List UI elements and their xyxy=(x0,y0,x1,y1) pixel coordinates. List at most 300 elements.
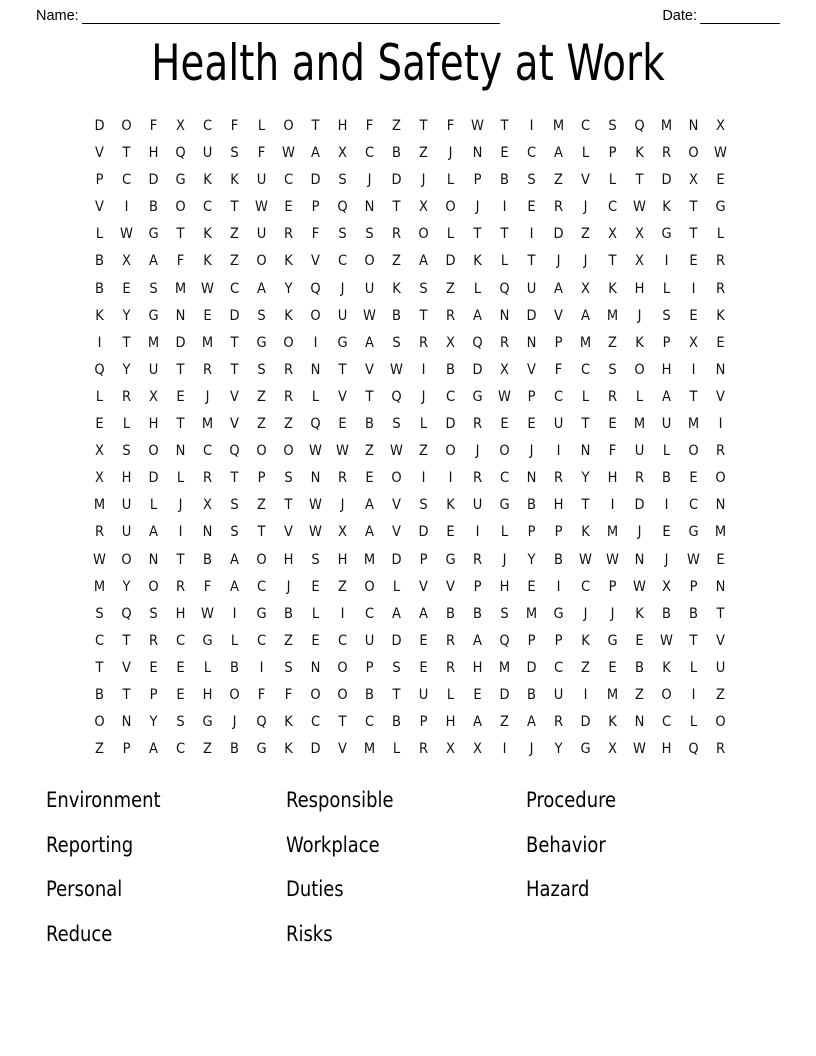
grid-cell: B xyxy=(662,605,671,622)
word-search-grid xyxy=(86,113,734,763)
grid-cell: W xyxy=(93,551,106,568)
grid-cell: R xyxy=(715,280,726,297)
name-field xyxy=(36,8,500,24)
grid-cell: E xyxy=(527,578,536,595)
grid-cell: E xyxy=(284,199,293,216)
grid-cell: P xyxy=(473,172,482,189)
grid-cell: G xyxy=(202,632,213,649)
grid-cell: B xyxy=(635,659,644,676)
grid-cell: H xyxy=(472,659,483,676)
grid-cell: I xyxy=(691,361,696,378)
grid-cell: W xyxy=(687,551,700,568)
grid-cell: J xyxy=(583,199,588,216)
grid-cell: Z xyxy=(284,416,293,433)
grid-cell: I xyxy=(556,578,561,595)
grid-cell: Y xyxy=(149,714,158,731)
grid-cell: F xyxy=(257,686,266,703)
grid-cell: U xyxy=(202,145,213,162)
grid-cell: Y xyxy=(581,470,590,487)
grid-cell: D xyxy=(391,632,402,649)
grid-cell: M xyxy=(498,659,511,676)
grid-cell: H xyxy=(499,578,510,595)
grid-cell: E xyxy=(689,253,698,270)
grid-cell: N xyxy=(526,470,537,487)
grid-cell: P xyxy=(149,686,158,703)
grid-cell: T xyxy=(230,361,239,378)
grid-cell: O xyxy=(364,253,375,270)
grid-cell: P xyxy=(527,632,536,649)
grid-cell: Z xyxy=(581,226,590,243)
grid-cell: K xyxy=(284,714,293,731)
grid-cell: L xyxy=(392,578,401,595)
grid-cell: B xyxy=(500,172,509,189)
grid-cell: L xyxy=(95,388,104,405)
grid-cell: B xyxy=(230,659,239,676)
name-label: Name: xyxy=(36,8,79,24)
grid-cell: N xyxy=(175,307,186,324)
grid-cell: M xyxy=(606,686,619,703)
grid-cell: D xyxy=(94,118,105,134)
grid-cell: N xyxy=(634,551,645,568)
grid-cell: S xyxy=(392,659,401,676)
grid-cell: A xyxy=(554,145,563,162)
grid-cell: V xyxy=(527,361,536,378)
grid-cell: A xyxy=(365,524,374,541)
grid-cell: N xyxy=(634,714,645,731)
grid-cell: R xyxy=(445,659,456,676)
grid-cell: A xyxy=(473,632,482,649)
grid-cell: B xyxy=(392,714,401,731)
grid-cell: V xyxy=(338,741,347,758)
grid-cell: T xyxy=(122,686,131,703)
grid-cell: W xyxy=(336,443,349,460)
grid-cell: L xyxy=(257,118,266,134)
grid-cell: F xyxy=(554,361,563,378)
grid-cell: E xyxy=(176,388,185,405)
grid-cell: W xyxy=(633,741,646,758)
grid-cell: G xyxy=(337,334,348,351)
grid-cell: Z xyxy=(608,334,617,351)
grid-cell: C xyxy=(445,388,456,405)
grid-cell: R xyxy=(283,226,294,243)
grid-cell: W xyxy=(660,632,673,649)
grid-cell: G xyxy=(202,714,213,731)
grid-cell: P xyxy=(554,524,563,541)
grid-cell: F xyxy=(176,253,185,270)
grid-cell: T xyxy=(176,551,185,568)
grid-cell: J xyxy=(421,172,426,189)
grid-cell: B xyxy=(662,470,671,487)
word-list-item: Reduce xyxy=(46,921,113,946)
grid-cell: N xyxy=(715,578,726,595)
grid-cell: I xyxy=(421,361,426,378)
grid-cell: S xyxy=(257,361,266,378)
word-list-item: Reporting xyxy=(46,832,134,857)
grid-cell: I xyxy=(718,416,723,433)
grid-cell: T xyxy=(257,524,266,541)
grid-cell: E xyxy=(716,334,725,351)
grid-cell: I xyxy=(664,497,669,514)
grid-cell: D xyxy=(310,741,321,758)
grid-cell: B xyxy=(554,551,563,568)
grid-cell: N xyxy=(202,524,213,541)
grid-cell: C xyxy=(553,388,564,405)
grid-cell: E xyxy=(500,416,509,433)
grid-cell: M xyxy=(147,334,160,351)
grid-cell: E xyxy=(419,632,428,649)
grid-cell: F xyxy=(230,118,239,134)
grid-cell: Q xyxy=(121,605,132,622)
grid-cell: O xyxy=(283,118,294,134)
grid-cell: U xyxy=(337,307,348,324)
grid-cell: W xyxy=(363,307,376,324)
grid-cell: X xyxy=(149,388,158,405)
grid-cell: G xyxy=(715,199,726,216)
grid-cell: J xyxy=(340,280,345,297)
grid-cell: A xyxy=(419,605,428,622)
grid-cell: Z xyxy=(365,443,374,460)
grid-cell: C xyxy=(202,443,213,460)
grid-cell: J xyxy=(529,741,534,758)
grid-cell: A xyxy=(554,280,563,297)
grid-cell: R xyxy=(472,551,483,568)
grid-cell: A xyxy=(230,551,239,568)
grid-cell: U xyxy=(148,361,159,378)
grid-cell: J xyxy=(610,605,615,622)
grid-cell: V xyxy=(365,361,374,378)
grid-cell: L xyxy=(419,416,428,433)
grid-cell: D xyxy=(175,334,186,351)
grid-cell: X xyxy=(500,361,509,378)
grid-cell: S xyxy=(365,226,374,243)
grid-cell: I xyxy=(502,199,507,216)
grid-cell: S xyxy=(122,443,131,460)
grid-cell: L xyxy=(311,388,320,405)
grid-cell: P xyxy=(689,578,698,595)
grid-cell: A xyxy=(662,388,671,405)
grid-cell: I xyxy=(583,686,588,703)
grid-cell: X xyxy=(635,226,644,243)
word-list-item: Environment xyxy=(46,788,161,812)
grid-cell: K xyxy=(635,334,644,351)
grid-cell: F xyxy=(311,226,320,243)
grid-cell: A xyxy=(473,307,482,324)
grid-cell: G xyxy=(688,524,699,541)
grid-cell: J xyxy=(637,307,642,324)
grid-cell: T xyxy=(419,307,428,324)
grid-cell: E xyxy=(311,632,320,649)
grid-cell: I xyxy=(124,199,129,216)
grid-cell: G xyxy=(256,605,267,622)
grid-cell: C xyxy=(202,118,213,134)
word-list-item: Duties xyxy=(286,877,344,901)
grid-cell: K xyxy=(230,172,239,189)
grid-cell: W xyxy=(633,199,646,216)
grid-cell: Z xyxy=(392,118,401,134)
grid-cell: N xyxy=(364,199,375,216)
grid-cell: B xyxy=(149,199,158,216)
grid-cell: I xyxy=(691,686,696,703)
grid-cell: B xyxy=(689,605,698,622)
grid-cell: C xyxy=(256,578,267,595)
grid-cell: H xyxy=(634,280,645,297)
grid-cell: C xyxy=(337,632,348,649)
grid-cell: D xyxy=(391,172,402,189)
grid-cell: E xyxy=(689,470,698,487)
grid-cell: R xyxy=(391,226,402,243)
grid-cell: W xyxy=(201,280,214,297)
grid-cell: T xyxy=(230,334,239,351)
grid-cell: E xyxy=(608,659,617,676)
grid-cell: L xyxy=(500,253,509,270)
grid-cell: D xyxy=(472,361,483,378)
grid-cell: C xyxy=(283,172,294,189)
grid-cell: J xyxy=(556,253,561,270)
grid-cell: T xyxy=(581,497,590,514)
worksheet-header xyxy=(0,0,816,24)
grid-cell: V xyxy=(554,307,563,324)
grid-cell: T xyxy=(176,226,185,243)
grid-cell: N xyxy=(715,497,726,514)
grid-cell: D xyxy=(148,172,159,189)
grid-cell: O xyxy=(94,714,105,731)
grid-cell: E xyxy=(527,199,536,216)
grid-cell: C xyxy=(337,253,348,270)
grid-cell: T xyxy=(527,253,536,270)
grid-cell: R xyxy=(175,578,186,595)
grid-cell: Z xyxy=(500,714,509,731)
grid-cell: Q xyxy=(634,118,645,134)
grid-cell: C xyxy=(175,632,186,649)
grid-cell: O xyxy=(256,443,267,460)
grid-cell: A xyxy=(365,497,374,514)
grid-cell: N xyxy=(175,443,186,460)
grid-cell: E xyxy=(419,659,428,676)
grid-cell: X xyxy=(689,172,698,189)
grid-cell: T xyxy=(338,361,347,378)
grid-cell: M xyxy=(606,307,619,324)
grid-cell: O xyxy=(445,199,456,216)
grid-cell: C xyxy=(364,145,375,162)
grid-cell: H xyxy=(175,605,186,622)
grid-cell: E xyxy=(689,307,698,324)
grid-cell: I xyxy=(340,605,345,622)
date-field xyxy=(662,8,780,24)
grid-cell: S xyxy=(149,280,158,297)
grid-cell: S xyxy=(338,172,347,189)
grid-cell: E xyxy=(662,524,671,541)
grid-cell: L xyxy=(473,280,482,297)
grid-cell: H xyxy=(337,551,348,568)
grid-cell: O xyxy=(499,443,510,460)
grid-cell: M xyxy=(201,416,214,433)
grid-cell: L xyxy=(446,686,455,703)
grid-cell: Y xyxy=(122,307,131,324)
grid-cell: M xyxy=(579,334,592,351)
grid-cell: K xyxy=(203,226,212,243)
grid-cell: K xyxy=(95,307,104,324)
grid-cell: B xyxy=(527,497,536,514)
grid-cell: D xyxy=(580,714,591,731)
grid-cell: E xyxy=(473,686,482,703)
grid-cell: G xyxy=(175,172,186,189)
grid-cell: C xyxy=(121,172,132,189)
grid-cell: R xyxy=(445,307,456,324)
grid-cell: Z xyxy=(716,686,725,703)
grid-cell: H xyxy=(121,470,132,487)
grid-cell: R xyxy=(418,741,429,758)
grid-cell: X xyxy=(446,334,455,351)
grid-cell: L xyxy=(149,497,158,514)
grid-cell: P xyxy=(311,199,320,216)
grid-cell: J xyxy=(286,578,291,595)
grid-cell: S xyxy=(95,605,104,622)
grid-cell: R xyxy=(283,361,294,378)
grid-cell: P xyxy=(527,524,536,541)
grid-cell: L xyxy=(446,226,455,243)
grid-cell: B xyxy=(446,361,455,378)
grid-cell: B xyxy=(95,253,104,270)
grid-cell: O xyxy=(229,686,240,703)
grid-cell: V xyxy=(446,578,455,595)
grid-cell: U xyxy=(121,497,132,514)
grid-cell: S xyxy=(608,118,617,134)
grid-cell: V xyxy=(716,632,725,649)
grid-cell: I xyxy=(232,605,237,622)
grid-cell: L xyxy=(446,172,455,189)
word-list-item: Behavior xyxy=(526,832,606,857)
word-list-item: Hazard xyxy=(526,877,590,901)
grid-cell: L xyxy=(500,524,509,541)
grid-cell: E xyxy=(716,172,725,189)
grid-cell: K xyxy=(581,524,590,541)
grid-cell: I xyxy=(691,280,696,297)
grid-cell: R xyxy=(148,632,159,649)
grid-cell: R xyxy=(337,470,348,487)
grid-cell: A xyxy=(419,253,428,270)
grid-cell: S xyxy=(284,659,293,676)
grid-cell: R xyxy=(715,443,726,460)
grid-cell: L xyxy=(581,388,590,405)
grid-cell: T xyxy=(365,388,374,405)
grid-cell: C xyxy=(661,714,672,731)
grid-cell: O xyxy=(391,470,402,487)
grid-cell: T xyxy=(392,199,401,216)
date-write-line xyxy=(700,10,780,24)
grid-cell: S xyxy=(230,524,239,541)
grid-cell: D xyxy=(418,524,429,541)
grid-cell: I xyxy=(421,470,426,487)
grid-cell: N xyxy=(472,145,483,162)
grid-cell: T xyxy=(716,605,725,622)
grid-cell: T xyxy=(635,172,644,189)
grid-cell: V xyxy=(338,388,347,405)
grid-cell: L xyxy=(662,443,671,460)
grid-cell: N xyxy=(310,470,321,487)
grid-cell: B xyxy=(473,605,482,622)
grid-cell: P xyxy=(527,388,536,405)
grid-cell: K xyxy=(662,199,671,216)
grid-cell: C xyxy=(607,199,618,216)
grid-cell: R xyxy=(283,388,294,405)
grid-cell: X xyxy=(203,497,212,514)
grid-cell: E xyxy=(176,659,185,676)
grid-cell: X xyxy=(338,145,347,162)
grid-cell: X xyxy=(176,118,185,134)
grid-cell: H xyxy=(283,551,294,568)
grid-cell: J xyxy=(529,443,534,460)
grid-cell: T xyxy=(500,226,509,243)
grid-cell: C xyxy=(526,145,537,162)
grid-cell: T xyxy=(284,497,293,514)
page-title: Health and Safety at Work xyxy=(151,34,665,92)
grid-cell: L xyxy=(203,659,212,676)
grid-cell: J xyxy=(178,497,183,514)
grid-cell: S xyxy=(392,416,401,433)
grid-cell: O xyxy=(121,551,132,568)
grid-cell: C xyxy=(229,280,240,297)
grid-cell: O xyxy=(256,551,267,568)
grid-cell: E xyxy=(149,659,158,676)
grid-cell: D xyxy=(526,307,537,324)
grid-cell: W xyxy=(714,145,727,162)
grid-cell: R xyxy=(472,416,483,433)
grid-cell: Q xyxy=(337,199,348,216)
grid-cell: T xyxy=(230,199,239,216)
grid-cell: E xyxy=(527,416,536,433)
grid-cell: E xyxy=(311,578,320,595)
grid-cell: A xyxy=(392,605,401,622)
grid-cell: I xyxy=(529,226,534,243)
grid-cell: V xyxy=(419,578,428,595)
grid-cell: F xyxy=(608,443,617,460)
grid-cell: J xyxy=(340,497,345,514)
grid-cell: P xyxy=(473,578,482,595)
grid-cell: S xyxy=(284,470,293,487)
grid-cell: K xyxy=(608,714,617,731)
grid-cell: C xyxy=(553,659,564,676)
grid-cell: E xyxy=(95,416,104,433)
grid-cell: J xyxy=(583,605,588,622)
grid-cell: J xyxy=(448,145,453,162)
grid-cell: T xyxy=(176,361,185,378)
grid-cell: H xyxy=(445,714,456,731)
grid-cell: P xyxy=(554,334,563,351)
grid-cell: E xyxy=(203,307,212,324)
grid-cell: X xyxy=(419,199,428,216)
grid-cell: Q xyxy=(688,741,699,758)
grid-cell: L xyxy=(716,226,725,243)
grid-cell: R xyxy=(445,632,456,649)
grid-cell: X xyxy=(716,118,725,134)
grid-cell: M xyxy=(552,118,565,134)
grid-cell: N xyxy=(715,361,726,378)
grid-cell: A xyxy=(149,741,158,758)
grid-cell: F xyxy=(257,145,266,162)
grid-cell: G xyxy=(661,226,672,243)
grid-cell: A xyxy=(149,253,158,270)
grid-cell: E xyxy=(608,416,617,433)
grid-cell: P xyxy=(95,172,104,189)
grid-cell: P xyxy=(608,578,617,595)
grid-cell: U xyxy=(553,686,564,703)
grid-cell: S xyxy=(257,307,266,324)
grid-cell: V xyxy=(95,145,104,162)
grid-cell: B xyxy=(392,307,401,324)
grid-cell: I xyxy=(664,253,669,270)
grid-cell: N xyxy=(526,334,537,351)
grid-cell: G xyxy=(256,334,267,351)
